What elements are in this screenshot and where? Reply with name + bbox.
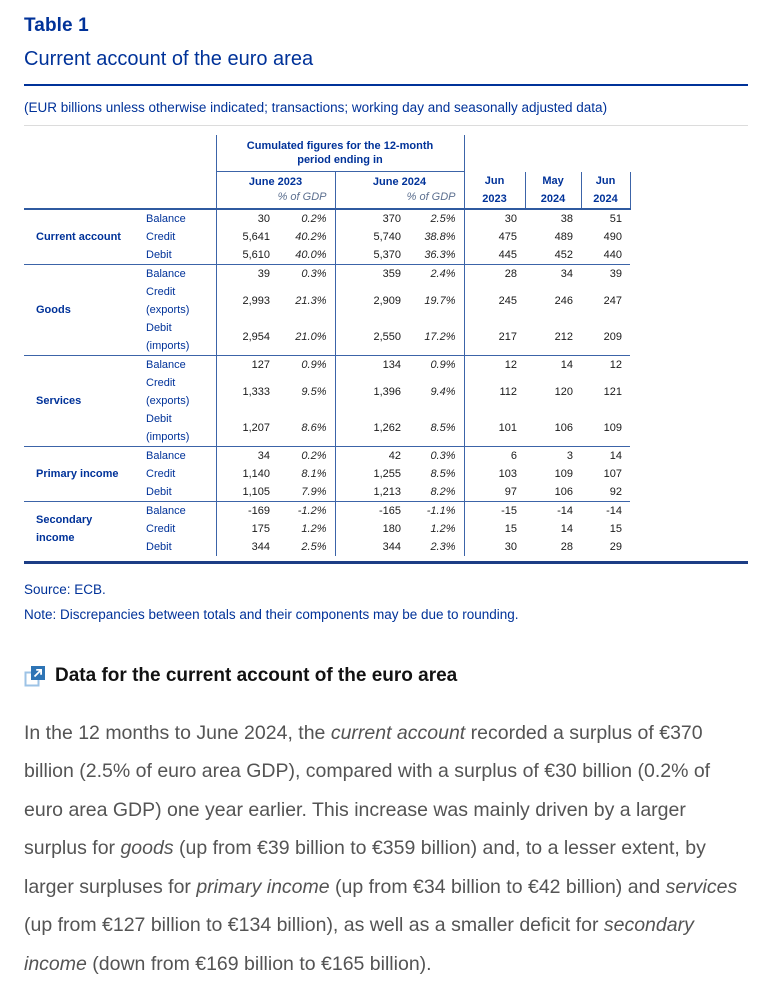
value-jun2023: 30 — [216, 209, 278, 228]
paragraph-text: (up from €34 billion to €42 billion) and — [330, 876, 666, 898]
value-jun2023: 1,140 — [216, 465, 278, 483]
value-month-1: -14 — [525, 501, 581, 520]
row-label: Credit (exports) — [138, 283, 216, 319]
value-jun2024: 1,255 — [335, 465, 409, 483]
pct-gdp-jun2024: 2.5% — [409, 209, 464, 228]
value-jun2023: 5,641 — [216, 228, 278, 246]
emphasized-term: secondary income — [24, 914, 694, 975]
value-jun2024: 2,550 — [335, 319, 409, 356]
value-month-0: 15 — [464, 520, 525, 538]
value-month-2: -14 — [581, 501, 630, 520]
row-label: Balance — [138, 355, 216, 374]
value-jun2023: 1,333 — [216, 374, 278, 410]
value-month-1: 28 — [525, 538, 581, 556]
spacer-cell — [464, 135, 630, 172]
table-footnotes — [24, 577, 748, 627]
emphasized-term: current account — [331, 722, 465, 744]
value-month-1: 3 — [525, 446, 581, 465]
value-month-0: 6 — [464, 446, 525, 465]
value-month-2: 109 — [581, 410, 630, 447]
paragraph-text: (up from €39 billion to €359 billion) and, to a lesser extent, by larger surpluses for — [24, 837, 706, 898]
table-subtitle: (EUR billions unless otherwise indicated; transactions; working day and seasonally adjusted data) — [24, 100, 748, 115]
pct-gdp-jun2023: 21.0% — [278, 319, 335, 356]
title-divider — [24, 84, 748, 86]
value-month-2: 51 — [581, 209, 630, 228]
value-month-2: 12 — [581, 355, 630, 374]
value-jun2024: 42 — [335, 446, 409, 465]
pct-gdp-jun2023: 0.2% — [278, 209, 335, 228]
value-month-0: -15 — [464, 501, 525, 520]
column-header-row — [24, 172, 630, 209]
value-month-2: 107 — [581, 465, 630, 483]
value-jun2023: 344 — [216, 538, 278, 556]
pct-gdp-jun2023: 8.6% — [278, 410, 335, 447]
table-row — [24, 209, 630, 228]
value-month-2: 440 — [581, 246, 630, 265]
value-jun2023: 175 — [216, 520, 278, 538]
pct-gdp-jun2024: 17.2% — [409, 319, 464, 356]
pct-gdp-jun2024: 38.8% — [409, 228, 464, 246]
month-header-jun2024: Jun 2024 — [581, 172, 630, 209]
value-month-2: 14 — [581, 446, 630, 465]
pct-gdp-jun2023: 2.5% — [278, 538, 335, 556]
table-kicker: Table 1 — [24, 15, 748, 37]
value-month-0: 445 — [464, 246, 525, 265]
value-month-0: 30 — [464, 538, 525, 556]
value-jun2024: 5,370 — [335, 246, 409, 265]
value-month-1: 452 — [525, 246, 581, 265]
table-body — [24, 209, 630, 556]
pct-gdp-jun2023: 7.9% — [278, 483, 335, 502]
value-jun2024: 344 — [335, 538, 409, 556]
value-month-1: 34 — [525, 264, 581, 283]
pct-gdp-jun2023: 0.2% — [278, 446, 335, 465]
value-month-1: 106 — [525, 410, 581, 447]
row-label: Credit — [138, 520, 216, 538]
group-label: Services — [24, 355, 138, 446]
value-month-2: 29 — [581, 538, 630, 556]
pct-gdp-jun2023: 1.2% — [278, 520, 335, 538]
pct-gdp-jun2024: 8.5% — [409, 410, 464, 447]
value-month-2: 209 — [581, 319, 630, 356]
pct-gdp-jun2024: 0.9% — [409, 355, 464, 374]
source-note: Source: ECB. — [24, 577, 748, 602]
spanner-header: Cumulated figures for the 12-month period ending in — [216, 135, 464, 172]
pct-gdp-label: % of GDP — [344, 190, 456, 205]
row-label: Debit — [138, 483, 216, 502]
value-month-0: 30 — [464, 209, 525, 228]
row-label: Balance — [138, 446, 216, 465]
value-jun2024: -165 — [335, 501, 409, 520]
value-month-1: 109 — [525, 465, 581, 483]
period-header-jun2023 — [216, 172, 335, 209]
period-header-jun2024 — [335, 172, 464, 209]
value-month-0: 245 — [464, 283, 525, 319]
value-month-0: 12 — [464, 355, 525, 374]
value-month-1: 14 — [525, 520, 581, 538]
value-jun2024: 370 — [335, 209, 409, 228]
row-label: Debit (imports) — [138, 410, 216, 447]
value-month-1: 106 — [525, 483, 581, 502]
value-jun2024: 5,740 — [335, 228, 409, 246]
value-jun2023: -169 — [216, 501, 278, 520]
table-row — [24, 501, 630, 520]
value-month-0: 475 — [464, 228, 525, 246]
row-label: Balance — [138, 264, 216, 283]
value-jun2023: 1,105 — [216, 483, 278, 502]
value-jun2023: 2,954 — [216, 319, 278, 356]
pct-gdp-jun2024: 2.3% — [409, 538, 464, 556]
group-label: Current account — [24, 209, 138, 265]
value-month-1: 120 — [525, 374, 581, 410]
body-paragraph — [24, 714, 750, 983]
value-jun2023: 34 — [216, 446, 278, 465]
value-month-1: 38 — [525, 209, 581, 228]
value-jun2024: 1,262 — [335, 410, 409, 447]
table-row — [24, 446, 630, 465]
paragraph-text: recorded a surplus of €370 billion (2.5% of euro area GDP), compared with a surplus of €30 billion (0.2% of euro area GDP) one year earlier. This increase was mainly driven by a larger surplus for — [24, 722, 710, 860]
value-jun2024: 134 — [335, 355, 409, 374]
paragraph-text: In the 12 months to June 2024, the — [24, 722, 331, 744]
row-label: Debit — [138, 538, 216, 556]
pct-gdp-jun2024: 1.2% — [409, 520, 464, 538]
value-month-0: 112 — [464, 374, 525, 410]
rounding-note: Note: Discrepancies between totals and their components may be due to rounding. — [24, 602, 748, 627]
value-month-0: 217 — [464, 319, 525, 356]
value-jun2023: 1,207 — [216, 410, 278, 447]
pct-gdp-jun2023: -1.2% — [278, 501, 335, 520]
value-month-1: 212 — [525, 319, 581, 356]
data-link-label[interactable]: Data for the current account of the euro area — [55, 665, 457, 687]
pct-gdp-jun2024: 8.2% — [409, 483, 464, 502]
group-label: Primary income — [24, 446, 138, 501]
emphasized-term: services — [666, 876, 738, 898]
table-row — [24, 264, 630, 283]
month-header-jun2023: Jun 2023 — [464, 172, 525, 209]
table-bottom-rule — [24, 561, 748, 564]
value-month-1: 246 — [525, 283, 581, 319]
current-account-table — [24, 135, 631, 556]
value-jun2023: 5,610 — [216, 246, 278, 265]
data-link[interactable] — [24, 665, 748, 687]
row-label: Credit — [138, 465, 216, 483]
external-link-icon — [24, 665, 46, 687]
paragraph-text: (down from €169 billion to €165 billion). — [87, 953, 432, 975]
value-month-2: 121 — [581, 374, 630, 410]
pct-gdp-jun2023: 40.0% — [278, 246, 335, 265]
spanner-row — [24, 135, 630, 172]
page-title: Current account of the euro area — [24, 48, 748, 71]
period-label: June 2023 — [225, 174, 327, 190]
pct-gdp-jun2024: 0.3% — [409, 446, 464, 465]
value-month-0: 97 — [464, 483, 525, 502]
value-month-0: 28 — [464, 264, 525, 283]
value-month-2: 247 — [581, 283, 630, 319]
row-label: Debit — [138, 246, 216, 265]
value-month-0: 101 — [464, 410, 525, 447]
group-label: Secondary income — [24, 501, 138, 556]
pct-gdp-jun2024: 36.3% — [409, 246, 464, 265]
row-label: Credit (exports) — [138, 374, 216, 410]
value-jun2024: 1,213 — [335, 483, 409, 502]
value-jun2024: 1,396 — [335, 374, 409, 410]
group-label: Goods — [24, 264, 138, 355]
spacer-cell — [24, 172, 216, 209]
table-row — [24, 355, 630, 374]
pct-gdp-jun2023: 9.5% — [278, 374, 335, 410]
emphasized-term: goods — [120, 837, 173, 859]
value-jun2023: 39 — [216, 264, 278, 283]
row-label: Debit (imports) — [138, 319, 216, 356]
pct-gdp-jun2024: 8.5% — [409, 465, 464, 483]
value-month-2: 490 — [581, 228, 630, 246]
value-jun2024: 359 — [335, 264, 409, 283]
table-header-rows — [24, 135, 630, 209]
pct-gdp-jun2024: -1.1% — [409, 501, 464, 520]
pct-gdp-label: % of GDP — [225, 190, 327, 205]
pct-gdp-jun2024: 19.7% — [409, 283, 464, 319]
spacer-cell — [24, 135, 216, 172]
value-month-1: 489 — [525, 228, 581, 246]
pct-gdp-jun2023: 8.1% — [278, 465, 335, 483]
pct-gdp-jun2023: 40.2% — [278, 228, 335, 246]
pct-gdp-jun2023: 0.9% — [278, 355, 335, 374]
value-month-0: 103 — [464, 465, 525, 483]
period-label: June 2024 — [344, 174, 456, 190]
current-account-table-block — [24, 125, 748, 564]
month-header-may2024: May 2024 — [525, 172, 581, 209]
pct-gdp-jun2023: 21.3% — [278, 283, 335, 319]
row-label: Credit — [138, 228, 216, 246]
emphasized-term: primary income — [196, 876, 329, 898]
value-month-2: 39 — [581, 264, 630, 283]
value-jun2024: 2,909 — [335, 283, 409, 319]
pct-gdp-jun2024: 9.4% — [409, 374, 464, 410]
value-month-2: 92 — [581, 483, 630, 502]
value-jun2023: 2,993 — [216, 283, 278, 319]
row-label: Balance — [138, 209, 216, 228]
row-label: Balance — [138, 501, 216, 520]
pct-gdp-jun2023: 0.3% — [278, 264, 335, 283]
value-jun2023: 127 — [216, 355, 278, 374]
value-month-2: 15 — [581, 520, 630, 538]
value-month-1: 14 — [525, 355, 581, 374]
value-jun2024: 180 — [335, 520, 409, 538]
paragraph-text: (up from €127 billion to €134 billion), as well as a smaller deficit for — [24, 914, 604, 936]
pct-gdp-jun2024: 2.4% — [409, 264, 464, 283]
